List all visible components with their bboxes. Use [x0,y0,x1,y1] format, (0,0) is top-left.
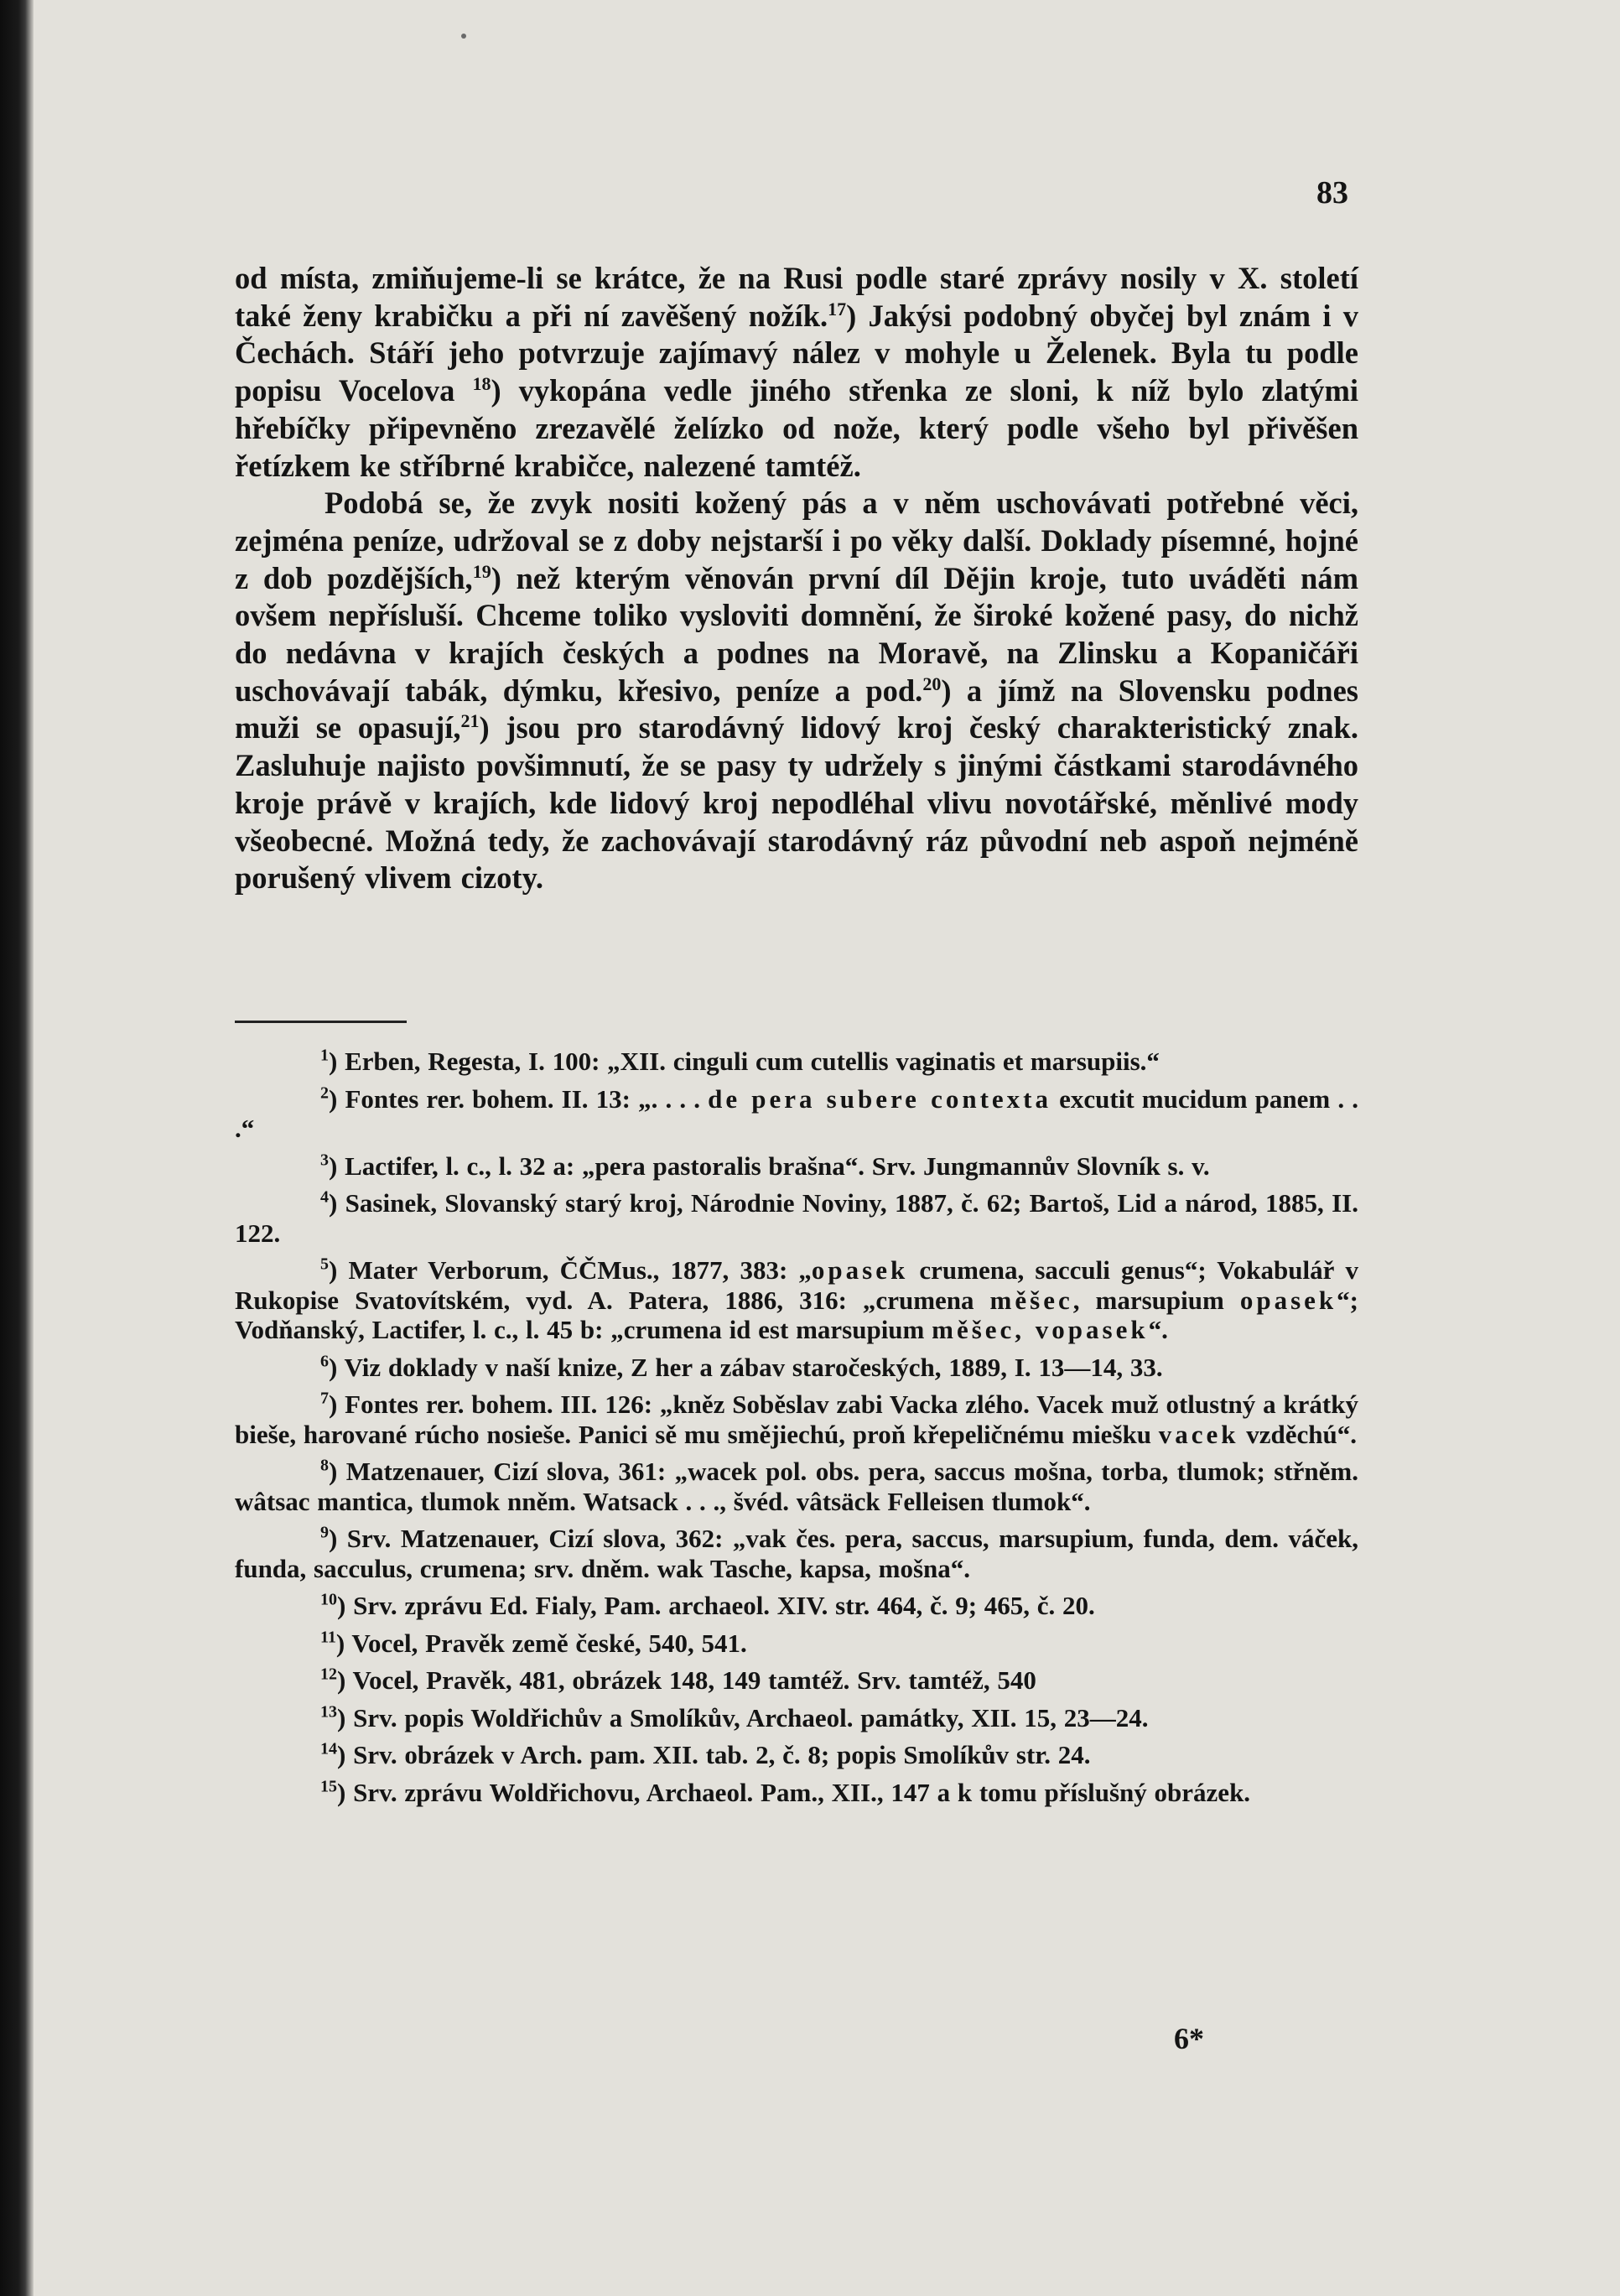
footnote-separator [235,1021,407,1023]
footnote-number: 15 [320,1777,337,1796]
scan-binding-edge [0,0,34,2296]
text-run: Podobá se, že zvyk nositi kožený pás a v něm uschovávati potřebné věci, zejména peníze, udržoval se z doby nejstarší i po věky další. Doklady písemné, hojné z dob pozdějších, [235,486,1358,595]
text-run: ) Vocel, Pravěk, 481, obrázek 148, 149 tamtéž. Srv. tamtéž, 540 [337,1665,1036,1695]
text-run: ) Matzenauer, Cizí slova, 361: „wacek pol. obs. pera, saccus mošna, torba, tlumok; střněm. wâtsac mantica, tlumok nněm. Watsack . . ., švéd. vâtsäck Felleisen tlumok“. [235,1457,1358,1516]
text-run: excutit mucidum panem . . .“ [235,1083,1358,1143]
footnote-8 [235,1457,1358,1516]
footnote-number: 14 [320,1739,337,1758]
scan-speck [461,34,466,39]
text-run: ) Sasinek, Slovanský starý kroj, Národnie Noviny, 1887, č. 62; Bartoš, Lid a národ, 1885, II. 122. [235,1188,1358,1248]
footnote-number: 3 [320,1151,329,1170]
text-run: ) Vocel, Pravěk země české, 540, 541. [335,1628,747,1658]
text-run: ) Fontes rer. bohem. II. 13: „. . . . [329,1083,709,1114]
paragraph-2 [235,485,1358,897]
text-run: ) Viz doklady v naší knize, Z her a zábav staročeských, 1889, I. 13—14, 33. [329,1352,1163,1382]
footnotes [235,1047,1358,1815]
text-run: ) Jakýsi podobný obyčej byl znám i v Čechách. Stáří jeho potvrzuje zajímavý nález v mohyle u Želenek. Byla tu podle popisu Vocelova [235,298,1358,408]
footnote-14 [235,1740,1358,1770]
spaced-emphasis: opasek [811,1255,909,1285]
text-run: ) a jímž na Slovensku podnes muži se opasují, [235,673,1359,745]
text-run: ) Srv. popis Woldřichův a Smolíkův, Archaeol. památky, XII. 15, 23—24. [337,1702,1149,1732]
footnote-11 [235,1628,1358,1659]
text-run: ) Erben, Regesta, I. 100: „XII. cinguli cum cutellis vaginatis et marsupiis.“ [329,1047,1160,1076]
text-run: ) Fontes rer. bohem. III. 126: „kněz Soběslav zabi Vacka zlého. Vacek muž otlustný a krátký bieše, harované rúcho nosieše. Panici sě mu smějiechú, proň křepeličnému miešku [235,1390,1358,1449]
footnote-9 [235,1524,1358,1583]
footnote-number: 12 [320,1665,337,1684]
spaced-emphasis: de pera subere contexta [708,1083,1051,1114]
footnote-6 [235,1353,1358,1383]
footnote-number: 7 [320,1389,329,1408]
signature-mark: 6* [1174,2022,1204,2055]
footnote-number: 8 [320,1456,329,1475]
footnote-number: 2 [320,1083,329,1103]
text-run: ) Srv. Matzenauer, Cizí slova, 362: „vak čes. pera, saccus, marsupium, funda, dem. váček, funda, sacculus, crumena; srv. dněm. wak Tasche, kapsa, mošna“. [235,1524,1358,1583]
text-run: od místa, zmiňujeme-li se krátce, že na Rusi podle staré zprávy nosily v X. století také ženy krabičku a při ní zavěšený nožík. [235,261,1358,333]
footnote-reference: 17 [828,298,847,319]
text-run: ) Srv. zprávu Ed. Fialy, Pam. archaeol. XIV. str. 464, č. 9; 465, č. 20. [337,1591,1095,1620]
footnote-number: 10 [320,1590,337,1609]
footnote-number: 13 [320,1702,337,1722]
footnote-reference: 21 [460,710,480,732]
footnote-1 [235,1047,1358,1077]
main-text [235,260,1358,897]
footnote-reference: 18 [472,372,491,394]
text-run: ) Srv. obrázek v Arch. pam. XII. tab. 2, č. 8; popis Smolíkův str. 24. [337,1740,1091,1769]
text-run: ) Mater Verborum, ČČMus., 1877, 383: „ [329,1255,812,1285]
footnote-10 [235,1591,1358,1621]
text-run: vzděchú“. [1238,1419,1358,1449]
page-number: 83 [1316,175,1348,210]
spaced-emphasis: vacek [1158,1419,1239,1449]
footnote-number: 5 [320,1254,329,1274]
footnote-reference: 19 [472,560,491,582]
footnote-7 [235,1390,1358,1449]
text-run: “; Vodňanský, Lactifer, l. c., l. 45 b: „crumena id est marsupium [235,1285,1358,1344]
spaced-emphasis: měšec [989,1285,1073,1315]
text-run: ) než kterým věnován první díl Dějin kroje, tuto uváděti nám ovšem nepřísluší. Chceme toliko vysloviti domnění, že široké kožené pasy, do nichž do nedávna v krajích českých a podnes na Moravě, na Zlinsku a Kopaničáři uschovávají tabák, dýmku, křesivo, peníze a pod. [235,560,1358,708]
footnote-reference: 20 [922,673,942,694]
footnote-13 [235,1703,1358,1733]
footnote-12 [235,1665,1358,1696]
footnote-number: 9 [320,1523,329,1542]
footnote-number: 11 [320,1628,336,1647]
footnote-15 [235,1778,1358,1808]
text-run: ) vykopána vedle jiného střenka ze sloni, k níž bylo zlatými hřebíčky připevněno zrezavělé želízko od nože, který podle všeho byl přivěšen řetízkem ke stříbrné krabičce, nalezené tamtéž. [235,373,1358,483]
footnote-number: 4 [320,1187,329,1207]
footnote-4 [235,1188,1358,1248]
spaced-emphasis: měšec, vopasek [932,1315,1149,1344]
text-run: ) Lactifer, l. c., l. 32 a: „pera pastoralis brašna“. Srv. Jungmannův Slovník s. v. [329,1151,1210,1181]
footnote-3 [235,1151,1358,1182]
text-run: , marsupium [1072,1285,1240,1315]
footnote-number: 6 [320,1352,329,1371]
footnote-2 [235,1084,1358,1144]
footnote-number: 1 [320,1046,329,1065]
footnote-5 [235,1255,1358,1345]
paragraph-1 [235,260,1358,485]
text-run: crumena, sacculi genus“; Vokabulář v Rukopise Svatovítském, vyd. A. Patera, 1886, 316: „crumena [235,1255,1359,1315]
spaced-emphasis: opasek [1239,1285,1337,1315]
text-run: “. [1148,1315,1168,1344]
text-run: ) Srv. zprávu Woldřichovu, Archaeol. Pam., XII., 147 a k tomu příslušný obrázek. [337,1777,1251,1807]
text-run: ) jsou pro starodávný lidový kroj český charakteristický znak. Zasluhuje najisto povšimnutí, že se pasy ty udržely s jinými částkami starodávného kroje právě v krajích, kde lidový kroj nepodléhal vlivu novotářské, měnlivé mody všeobecné. Možná tedy, že zachovávají starodávný ráz původní neb aspoň nejméně porušený vlivem cizoty. [235,710,1358,896]
